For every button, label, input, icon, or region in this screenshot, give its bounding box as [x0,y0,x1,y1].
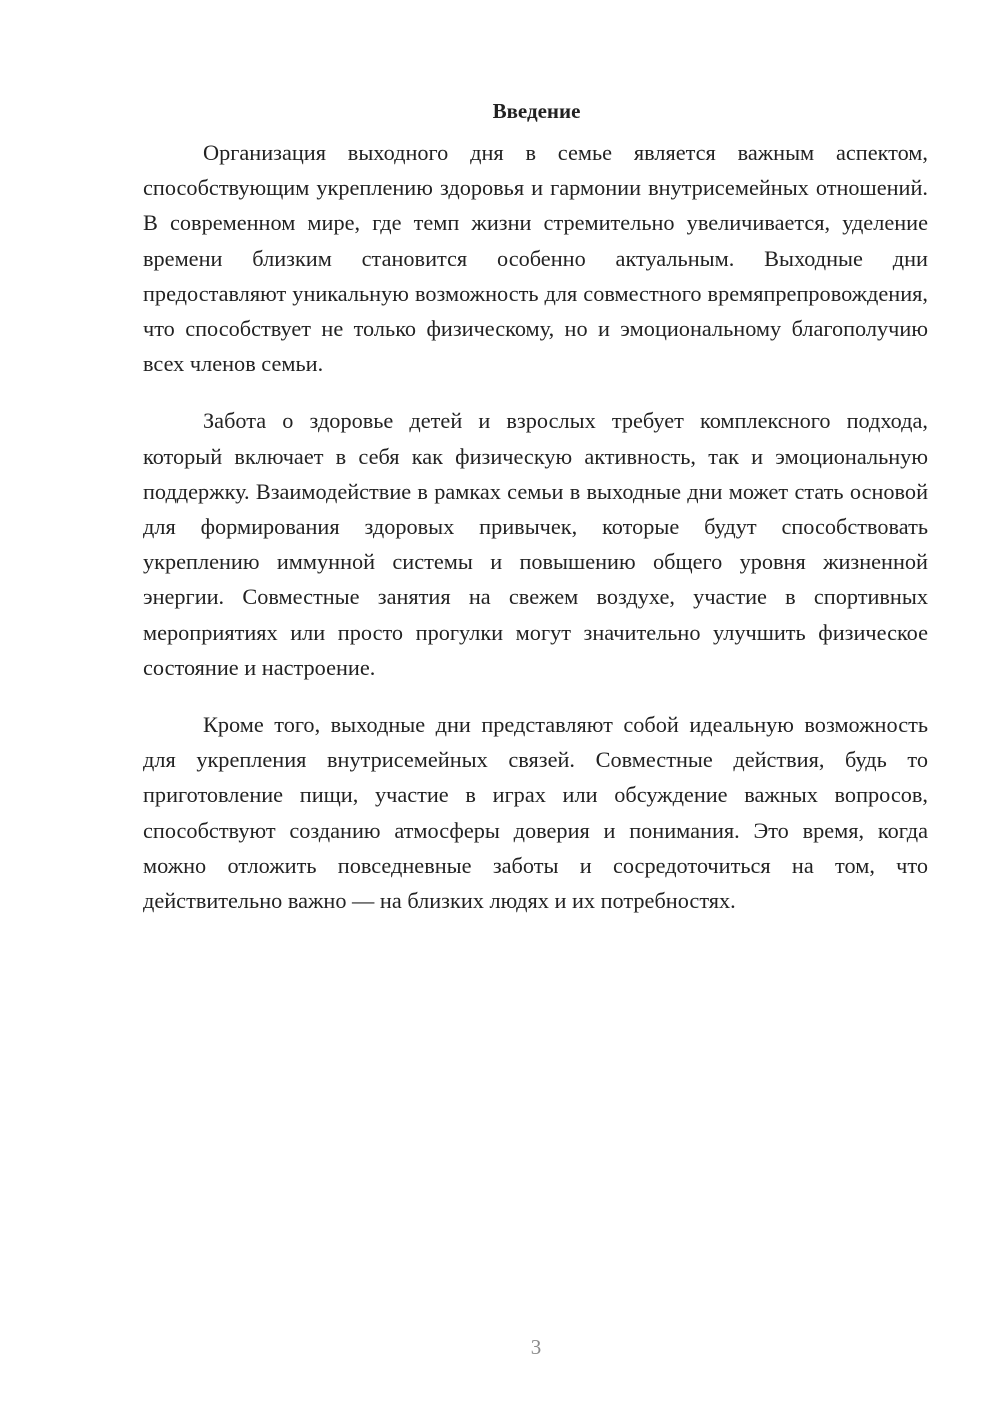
paragraph-3: Кроме того, выходные дни представляют собой идеальную возможность для укрепления внутрисемейных связей. Совместные действия, будь то приготовление пищи, участие в играх или обсуждение важных вопросов, способствуют созданию атмосферы доверия и понимания. Это время, когда можно отложить повседневные заботы и сосредоточиться на том, что действительно важно — на близких людях и их потребностях. [143,712,928,914]
page-number: 3 [530,1335,542,1359]
paragraph-1: Организация выходного дня в семье является важным аспектом, способствующим укреплению здоровья и гармонии внутрисемейных отношений. В современном мире, где темп жизни стремительно увеличивается, уделение времени близким становится особенно актуальным. Выходные дни предоставляют уникальную возможность для совместного времяпрепровождения, что способствует не только физическому, но и эмоциональному благополучию всех членов семьи. [143,140,928,377]
section-heading: Введение [492,99,581,123]
paragraph-2: Забота о здоровье детей и взрослых требует комплексного подхода, который включает в себя как физическую активность, так и эмоциональную поддержку. Взаимодействие в рамках семьи в выходные дни может стать основой для формирования здоровых привычек, которые будут способствовать укреплению иммунной системы и повышению общего уровня жизненной энергии. Совместные занятия на свежем воздухе, участие в спортивных мероприятиях или просто прогулки могут значительно улучшить физическое состояние и настроение. [143,408,928,680]
page-content [143,94,928,940]
